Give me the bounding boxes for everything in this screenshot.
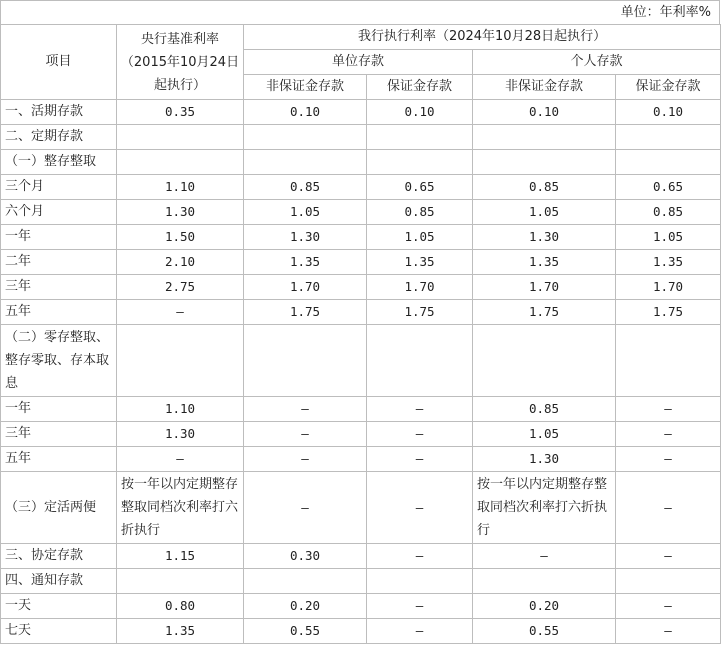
corporate-non-margin-cell: 0.10 [244,100,367,125]
corporate-non-margin-cell: – [244,447,367,472]
base-rate-cell: 1.50 [117,225,244,250]
personal-non-margin-cell: 按一年以内定期整存整取同档次利率打六折执行 [473,472,616,544]
corporate-margin-cell: 1.05 [367,225,473,250]
corporate-non-margin-cell: 1.05 [244,200,367,225]
row-item-label: （一）整存整取 [1,150,117,175]
corporate-non-margin-cell: 0.30 [244,544,367,569]
personal-margin-cell: – [616,619,721,644]
personal-non-margin-cell: 0.85 [473,397,616,422]
personal-non-margin-cell: – [473,544,616,569]
personal-non-margin-cell [473,150,616,175]
row-item-label: 二、定期存款 [1,125,117,150]
corporate-margin-cell: 0.65 [367,175,473,200]
row-item-label: （三）定活两便 [1,472,117,544]
base-rate-cell: 1.15 [117,544,244,569]
personal-non-margin-cell: 0.85 [473,175,616,200]
base-rate-cell: 0.80 [117,594,244,619]
personal-non-margin-cell [473,569,616,594]
personal-margin-cell [616,325,721,397]
corporate-margin-cell: 0.85 [367,200,473,225]
row-item-label: 四、通知存款 [1,569,117,594]
personal-margin-cell: 0.10 [616,100,721,125]
corporate-non-margin-cell: 1.35 [244,250,367,275]
corporate-non-margin-cell [244,569,367,594]
base-rate-cell: – [117,447,244,472]
row-item-label: 一年 [1,397,117,422]
header-item: 项目 [1,25,117,100]
row-item-label: 一天 [1,594,117,619]
row-item-label: 二年 [1,250,117,275]
base-rate-cell: 1.30 [117,422,244,447]
corporate-margin-cell: – [367,447,473,472]
table-row [1,250,721,275]
corporate-margin-cell: – [367,544,473,569]
corporate-non-margin-cell: 1.70 [244,275,367,300]
table-row [1,472,721,544]
corporate-margin-cell: – [367,619,473,644]
table-row [1,397,721,422]
corporate-non-margin-cell: 0.85 [244,175,367,200]
personal-margin-cell: – [616,544,721,569]
table-row [1,422,721,447]
corporate-margin-cell [367,569,473,594]
base-rate-cell: – [117,300,244,325]
table-row [1,619,721,644]
personal-margin-cell: 1.35 [616,250,721,275]
corporate-non-margin-cell: – [244,397,367,422]
personal-non-margin-cell: 0.20 [473,594,616,619]
personal-non-margin-cell: 1.30 [473,447,616,472]
personal-margin-cell: – [616,422,721,447]
corporate-margin-cell: – [367,422,473,447]
personal-margin-cell: 1.75 [616,300,721,325]
base-rate-cell [117,325,244,397]
corporate-non-margin-cell [244,125,367,150]
row-item-label: 三年 [1,422,117,447]
corporate-margin-cell [367,150,473,175]
personal-margin-cell: – [616,447,721,472]
personal-margin-cell: – [616,397,721,422]
header-personal: 个人存款 [473,50,721,75]
corporate-margin-cell: 0.10 [367,100,473,125]
row-item-label: 三年 [1,275,117,300]
corporate-margin-cell: – [367,472,473,544]
table-row [1,300,721,325]
row-item-label: 三、协定存款 [1,544,117,569]
table-row [1,150,721,175]
personal-margin-cell [616,150,721,175]
deposit-rate-table [0,24,721,644]
base-rate-cell: 按一年以内定期整存整取同档次利率打六折执行 [117,472,244,544]
table-row [1,275,721,300]
corporate-non-margin-cell: 1.75 [244,300,367,325]
personal-margin-cell: 0.65 [616,175,721,200]
personal-margin-cell: 0.85 [616,200,721,225]
row-item-label: 七天 [1,619,117,644]
table-row [1,325,721,397]
row-item-label: 五年 [1,447,117,472]
table-row [1,200,721,225]
corporate-margin-cell: – [367,594,473,619]
table-row [1,100,721,125]
personal-non-margin-cell: 1.30 [473,225,616,250]
header-corporate-margin: 保证金存款 [367,75,473,100]
corporate-non-margin-cell [244,325,367,397]
personal-non-margin-cell: 1.05 [473,200,616,225]
row-item-label: 一、活期存款 [1,100,117,125]
personal-non-margin-cell: 1.35 [473,250,616,275]
corporate-non-margin-cell [244,150,367,175]
personal-non-margin-cell [473,325,616,397]
base-rate-cell [117,150,244,175]
corporate-non-margin-cell: – [244,472,367,544]
personal-margin-cell [616,125,721,150]
personal-margin-cell: – [616,594,721,619]
base-rate-cell [117,569,244,594]
corporate-margin-cell: – [367,397,473,422]
base-rate-cell: 0.35 [117,100,244,125]
header-corporate-non-margin: 非保证金存款 [244,75,367,100]
table-row [1,594,721,619]
personal-margin-cell: 1.70 [616,275,721,300]
corporate-margin-cell [367,125,473,150]
row-item-label: 三个月 [1,175,117,200]
table-row [1,225,721,250]
corporate-margin-cell [367,325,473,397]
header-base-rate: 央行基准利率（2015年10月24日起执行） [117,25,244,100]
table-row [1,125,721,150]
unit-label: 单位：年利率% [0,0,720,24]
corporate-non-margin-cell: – [244,422,367,447]
base-rate-cell: 2.75 [117,275,244,300]
personal-non-margin-cell: 1.75 [473,300,616,325]
base-rate-cell: 1.10 [117,397,244,422]
row-item-label: （二）零存整取、整存零取、存本取息 [1,325,117,397]
personal-non-margin-cell: 0.10 [473,100,616,125]
base-rate-cell: 1.30 [117,200,244,225]
table-row [1,569,721,594]
personal-margin-cell: – [616,472,721,544]
corporate-non-margin-cell: 0.55 [244,619,367,644]
personal-non-margin-cell: 1.70 [473,275,616,300]
personal-non-margin-cell: 0.55 [473,619,616,644]
personal-non-margin-cell: 1.05 [473,422,616,447]
personal-margin-cell [616,569,721,594]
corporate-margin-cell: 1.35 [367,250,473,275]
corporate-non-margin-cell: 1.30 [244,225,367,250]
table-row [1,447,721,472]
corporate-margin-cell: 1.70 [367,275,473,300]
base-rate-cell: 2.10 [117,250,244,275]
table-row [1,544,721,569]
table-row [1,175,721,200]
header-bank-rate: 我行执行利率（2024年10月28日起执行） [244,25,721,50]
base-rate-cell: 1.10 [117,175,244,200]
row-item-label: 一年 [1,225,117,250]
header-corporate: 单位存款 [244,50,473,75]
personal-margin-cell: 1.05 [616,225,721,250]
personal-non-margin-cell [473,125,616,150]
header-personal-margin: 保证金存款 [616,75,721,100]
base-rate-cell: 1.35 [117,619,244,644]
base-rate-cell [117,125,244,150]
corporate-margin-cell: 1.75 [367,300,473,325]
corporate-non-margin-cell: 0.20 [244,594,367,619]
header-personal-non-margin: 非保证金存款 [473,75,616,100]
row-item-label: 五年 [1,300,117,325]
table-body [1,100,721,644]
row-item-label: 六个月 [1,200,117,225]
